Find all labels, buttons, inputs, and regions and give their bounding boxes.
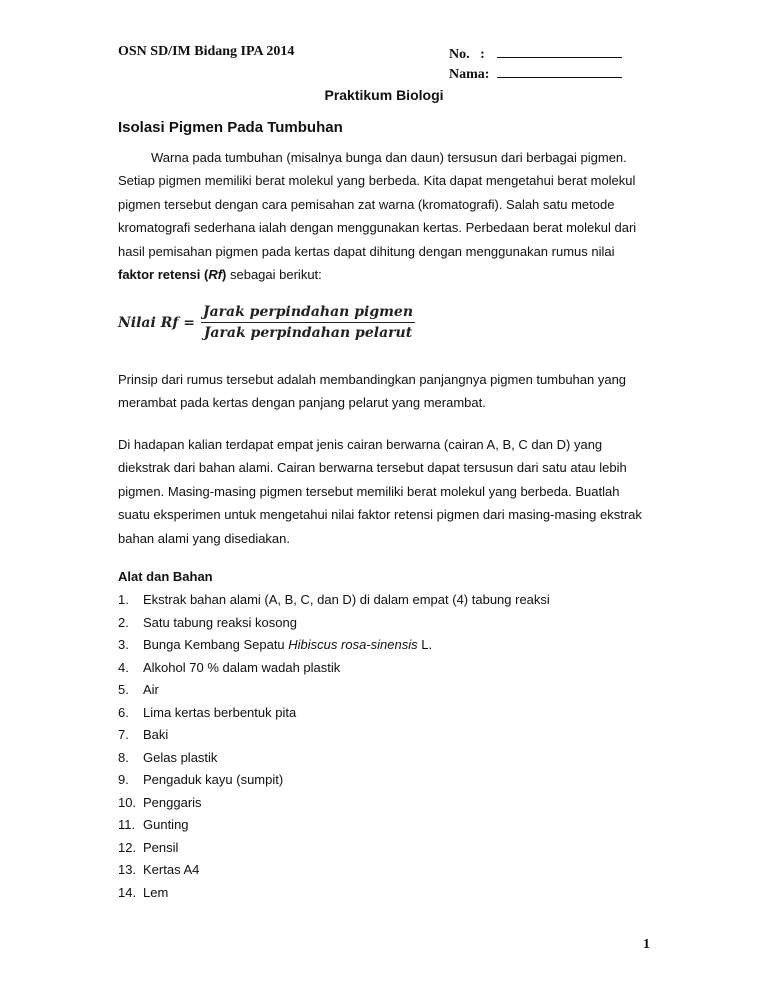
formula-fraction (201, 304, 415, 341)
no-label: No. : (449, 47, 485, 62)
formula-lhs: Nilai Rf = (118, 314, 195, 331)
header-nama-line (449, 64, 622, 84)
list-item: 9. Pengaduk kayu (sumpit) (118, 772, 284, 787)
header-no-line (449, 44, 622, 64)
rf-formula (118, 304, 415, 341)
list-item: 8. Gelas plastik (118, 749, 218, 765)
no-field[interactable] (497, 44, 622, 58)
formula-numerator: Jarak perpindahan pigmen (201, 304, 415, 323)
nama-field[interactable] (497, 64, 622, 78)
list-item: 14. Lem (118, 884, 169, 900)
list-item: 13. Kertas A4 (118, 862, 200, 877)
intro-paragraph: Warna pada tumbuhan (misalnya bunga dan daun) tersusun dari berbagai pigmen. Setiap pigmen memiliki berat molekul yang berbeda. Kita dapat mengetahui berat molekul pigmen tersebut dengan cara pemisahan zat warna (kromatografi). Salah satu metode kromatografi sederhana ialah dengan menggunakan kertas. Perbedaan berat molekul dari hasil pemisahan pigmen pada kertas dapat dihitung dengan menggunakan rumus nilai faktor retensi (Rf) sebagai berikut: (118, 150, 637, 283)
list-item: 10. Penggaris (118, 794, 202, 810)
materials-title: Alat dan Bahan (118, 569, 213, 584)
list-item: 11. Gunting (118, 817, 189, 832)
list-item: 3. Bunga Kembang Sepatu Hibiscus rosa-sinensis L. (118, 637, 433, 652)
list-item: 7. Baki (118, 727, 169, 742)
task-paragraph: Di hadapan kalian terdapat empat jenis cairan berwarna (cairan A, B, C dan D) yang diekstrak dari bahan alami. Cairan berwarna tersebut dapat tersusun dari satu atau lebih pigmen. Masing-masing pigmen tersebut memiliki berat molekul yang berbeda. Buatlah suatu eksperimen untuk mengetahui nilai faktor retensi pigmen dari masing-masing ekstrak bahan alami yang disediakan. (118, 437, 642, 546)
list-item: 12. Pensil (118, 839, 179, 855)
principle-paragraph: Prinsip dari rumus tersebut adalah membandingkan panjangnya pigmen tumbuhan yang merambat pada kertas dengan panjang pelarut yang merambat. (118, 372, 627, 411)
materials-list (118, 589, 550, 904)
header-right (449, 44, 622, 84)
list-item: 5. Air (118, 682, 159, 697)
page-number: 1 (643, 937, 650, 952)
list-item: 2. Satu tabung reaksi kosong (118, 614, 297, 630)
list-item: 4. Alkohol 70 % dalam wadah plastik (118, 659, 341, 675)
list-item: 6. Lima kertas berbentuk pita (118, 704, 297, 720)
section-title: Isolasi Pigmen Pada Tumbuhan (118, 119, 343, 136)
formula-denominator: Jarak perpindahan pelarut (203, 325, 413, 341)
list-item: 1. Ekstrak bahan alami (A, B, C, dan D) di dalam empat (4) tabung reaksi (118, 592, 550, 607)
nama-label: Nama: (449, 67, 490, 82)
page-title: Praktikum Biologi (324, 87, 444, 103)
header-left: OSN SD/IM Bidang IPA 2014 (118, 44, 295, 59)
